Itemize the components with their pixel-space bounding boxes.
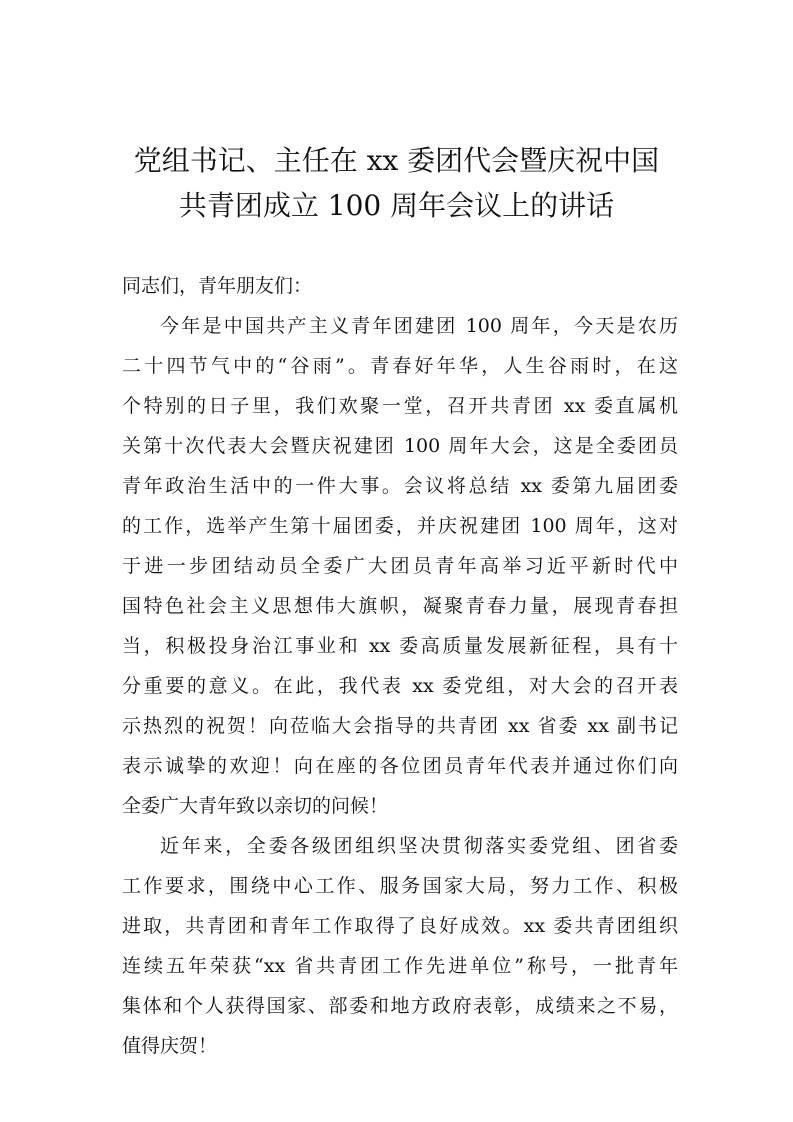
- paragraph-2-line: 集体和个人获得国家、部委和地方政府表彰，成绩来之不易，: [122, 995, 678, 1017]
- paragraph-1-line: 的工作，选举产生第十届团委，并庆祝建团 100 周年，这对: [122, 515, 678, 537]
- paragraph-1-line: 青年政治生活中的一件大事。会议将总结 xx 委第九届团委: [122, 475, 678, 497]
- paragraph-1-line: 示热烈的祝贺！向莅临大会指导的共青团 xx 省委 xx 副书记: [122, 715, 678, 737]
- paragraph-1-line: 关第十次代表大会暨庆祝建团 100 周年大会，这是全委团员: [122, 435, 678, 457]
- paragraph-2: [122, 831, 678, 1071]
- paragraph-1-line: 二十四节气中的“谷雨”。青春好年华，人生谷雨时，在这: [122, 355, 678, 377]
- paragraph-1-line: 个特别的日子里，我们欢聚一堂，召开共青团 xx 委直属机: [122, 395, 678, 417]
- paragraph-2-line: 近年来，全委各级团组织坚决贯彻落实委党组、团省委: [160, 835, 678, 857]
- title-line-2: 共青团成立 100 周年会议上的讲话: [178, 189, 615, 222]
- document-body: [122, 271, 678, 1071]
- paragraph-1-line: 分重要的意义。在此，我代表 xx 委党组，对大会的召开表: [122, 675, 678, 697]
- title-line-1: 党组书记、主任在 xx 委团代会暨庆祝中国: [133, 144, 660, 177]
- paragraph-1-line: 全委广大青年致以亲切的问候！: [122, 795, 389, 817]
- paragraph-1-line: 于进一步团结动员全委广大团员青年高举习近平新时代中: [122, 555, 678, 577]
- paragraph-1-line: 表示诚挚的欢迎！向在座的各位团员青年代表并通过你们向: [122, 755, 678, 777]
- paragraph-2-line: 连续五年荣获“xx 省共青团工作先进单位”称号，一批青年: [122, 955, 678, 977]
- paragraph-2-line: 进取，共青团和青年工作取得了良好成效。xx 委共青团组织: [122, 915, 678, 937]
- salutation: 同志们，青年朋友们：: [122, 275, 313, 297]
- paragraph-1-line: 当，积极投身治江事业和 xx 委高质量发展新征程，具有十: [122, 635, 678, 657]
- paragraph-2-line: 值得庆贺！: [122, 1035, 218, 1057]
- paragraph-2-line: 工作要求，围绕中心工作、服务国家大局，努力工作、积极: [122, 875, 678, 897]
- paragraph-1-line: 今年是中国共产主义青年团建团 100 周年，今天是农历: [160, 315, 678, 337]
- paragraph-1: [122, 311, 678, 831]
- document-title: [100, 138, 693, 228]
- paragraph-1-line: 国特色社会主义思想伟大旗帜，凝聚青春力量，展现青春担: [122, 595, 678, 617]
